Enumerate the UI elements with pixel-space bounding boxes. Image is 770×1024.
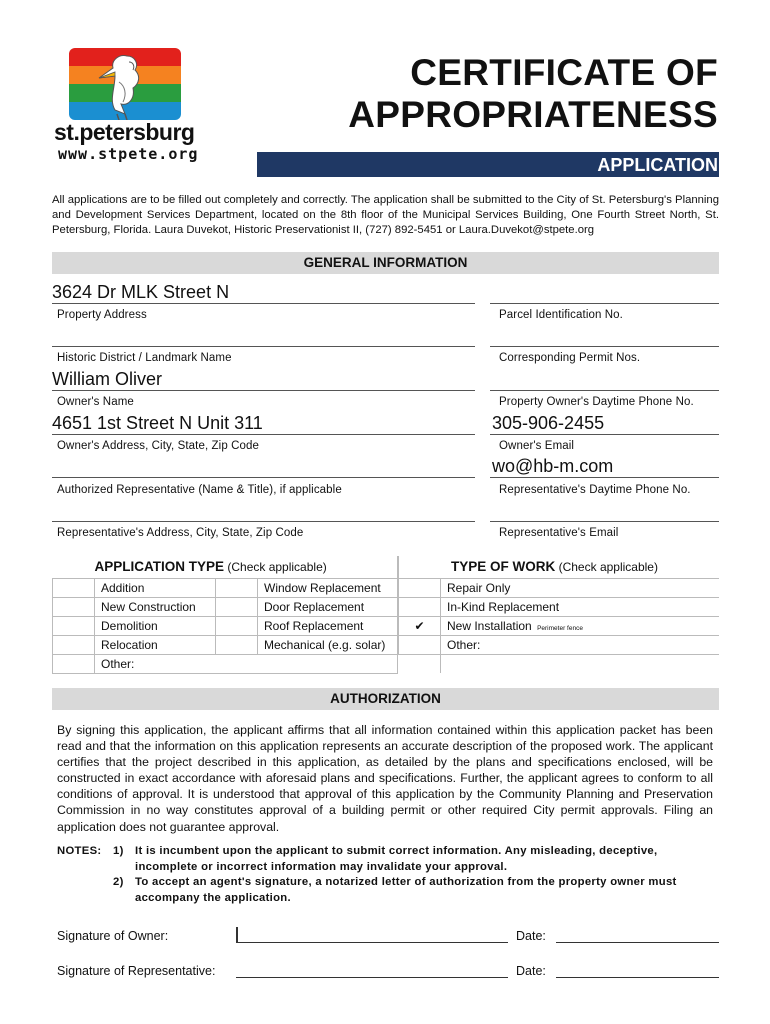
- type-of-work-heading: TYPE OF WORK: [451, 559, 556, 575]
- historic-district-line[interactable]: [52, 346, 475, 347]
- owner-date-field[interactable]: [556, 942, 719, 943]
- app-type-checkbox[interactable]: [216, 616, 258, 635]
- rep-phone-line[interactable]: [490, 521, 719, 522]
- parcel-id-line[interactable]: [490, 303, 719, 304]
- work-checkbox[interactable]: [399, 635, 441, 654]
- owner-phone-value-line: [490, 434, 719, 435]
- authorization-heading: AUTHORIZATION: [52, 688, 719, 710]
- app-type-checkbox[interactable]: [216, 578, 258, 597]
- rep-address-line[interactable]: [52, 521, 475, 522]
- note-2: [57, 875, 713, 906]
- rep-signature-field[interactable]: [236, 977, 508, 978]
- application-type-header: [53, 556, 398, 578]
- app-type-option: Roof Replacement: [258, 616, 398, 635]
- app-type-option: Door Replacement: [258, 597, 398, 616]
- app-type-checkbox[interactable]: [53, 616, 95, 635]
- notes-label: NOTES:: [57, 845, 102, 857]
- app-type-option: Addition: [95, 578, 216, 597]
- rep-signature-label: Signature of Representative:: [57, 964, 216, 978]
- property-address-line: [52, 303, 475, 304]
- rep-phone-label: Representative's Daytime Phone No.: [499, 484, 691, 496]
- application-type-heading: APPLICATION TYPE: [94, 559, 225, 575]
- owner-phone-label: Property Owner's Daytime Phone No.: [499, 396, 694, 408]
- owner-signature-label: Signature of Owner:: [57, 929, 169, 943]
- rep-date-label: Date:: [516, 964, 546, 978]
- logo-url: www.stpete.org: [58, 145, 199, 163]
- owner-name-label: Owner's Name: [57, 396, 134, 408]
- application-type-sub: (Check applicable): [227, 560, 327, 575]
- app-type-option: New Construction: [95, 597, 216, 616]
- work-checkbox-checked[interactable]: ✔: [399, 616, 441, 635]
- note-1-number: 1): [113, 845, 124, 857]
- rep-name-line[interactable]: [52, 477, 475, 478]
- owner-signature-field[interactable]: [236, 927, 508, 943]
- note-2-text: To accept an agent's signature, a notarized letter of authorization from the property owner must accompany the application.: [135, 876, 677, 904]
- app-type-checkbox[interactable]: [216, 635, 258, 654]
- app-type-other: Other:: [95, 654, 398, 673]
- rep-date-field[interactable]: [556, 977, 719, 978]
- app-type-option: Window Replacement: [258, 578, 398, 597]
- parcel-id-label: Parcel Identification No.: [499, 309, 623, 321]
- work-option: [441, 578, 720, 597]
- app-type-checkbox[interactable]: [53, 635, 95, 654]
- rep-email-label: Representative's Email: [499, 527, 619, 539]
- property-address-label: Property Address: [57, 309, 147, 321]
- owner-date-label: Date:: [516, 929, 546, 943]
- app-type-option: Relocation: [95, 635, 216, 654]
- permit-nos-label: Corresponding Permit Nos.: [499, 352, 641, 364]
- app-type-option: Mechanical (e.g. solar): [258, 635, 398, 654]
- work-option: [441, 635, 720, 654]
- permit-nos-line[interactable]: [490, 346, 719, 347]
- general-info-heading: GENERAL INFORMATION: [52, 252, 719, 274]
- work-option-label: In-Kind Replacement: [447, 599, 560, 614]
- type-of-work-sub: (Check applicable): [558, 560, 658, 575]
- page-title: [278, 52, 718, 136]
- property-address-value[interactable]: 3624 Dr MLK Street N: [52, 282, 230, 302]
- app-type-option: Demolition: [95, 616, 216, 635]
- work-option-label: Repair Only: [447, 580, 511, 595]
- owner-address-value[interactable]: 4651 1st Street N Unit 311: [52, 413, 263, 433]
- owner-phone-value[interactable]: 305-906-2455: [492, 413, 605, 433]
- owner-phone-line[interactable]: [490, 390, 719, 391]
- application-type-table: [52, 556, 398, 674]
- notes-block: [57, 844, 713, 906]
- pelican-icon: [69, 48, 181, 120]
- owner-email-line: [490, 477, 719, 478]
- owner-address-label: Owner's Address, City, State, Zip Code: [57, 440, 260, 452]
- rep-address-label: Representative's Address, City, State, Zip Code: [57, 527, 304, 539]
- work-option: [441, 616, 720, 635]
- title-line-2: APPROPRIATENESS: [348, 94, 718, 135]
- note-1-text: It is incumbent upon the applicant to submit correct information. Any misleading, deceptive, incomplete or incorrect information may invalidate your approval.: [135, 845, 658, 873]
- owner-email-label: Owner's Email: [499, 440, 575, 452]
- app-type-checkbox[interactable]: [53, 578, 95, 597]
- work-option-note: Perimeter fence: [537, 624, 583, 632]
- owner-name-line: [52, 390, 475, 391]
- work-option-label: New Installation: [447, 618, 532, 633]
- work-option-label: Other:: [447, 637, 481, 652]
- historic-district-label: Historic District / Landmark Name: [57, 352, 232, 364]
- work-checkbox[interactable]: [399, 597, 441, 616]
- authorization-text: By signing this application, the applicant affirms that all information contained within this application packet has been read and that the information on this application represents an accurate description of the proposed work. The applicant certifies that the project described in this application, as detailed by the plans and specifications enclosed, will be constructed in exact accordance with aforesaid plans and specifications. Further, the applicant agrees to conform to all conditions of approval. It is understood that approval of this application by the Community Planning and Preservation Commission in no way constitutes approval of a building permit or other required City permit approvals. Filing an application does not guarantee approval.: [57, 723, 713, 834]
- title-line-1: CERTIFICATE OF: [410, 52, 718, 93]
- app-type-checkbox[interactable]: [53, 597, 95, 616]
- app-type-checkbox[interactable]: [216, 597, 258, 616]
- rep-name-label: Authorized Representative (Name & Title), if applicable: [57, 484, 342, 496]
- work-checkbox[interactable]: [399, 578, 441, 597]
- intro-paragraph: All applications are to be filled out completely and correctly. The application shall be submitted to the City of St. Petersburg's Planning and Development Services Department, located on the 8th floor of the Municipal Services Building, One Fourth Street North, St. Petersburg, Florida. Laura Duvekot, Historic Preservationist II, (727) 892-5451 or Laura.Duvekot@stpete.org: [52, 194, 719, 236]
- owner-name-value[interactable]: William Oliver: [52, 369, 162, 389]
- work-option: [441, 597, 720, 616]
- app-type-checkbox[interactable]: [53, 654, 95, 673]
- note-2-number: 2): [113, 876, 124, 888]
- owner-address-line: [52, 434, 475, 435]
- city-logo: [69, 48, 181, 120]
- type-of-work-header: [399, 556, 720, 578]
- application-label: APPLICATION: [597, 155, 718, 175]
- logo-name: st.petersburg: [54, 119, 195, 145]
- owner-email-value[interactable]: wo@hb-m.com: [492, 456, 614, 476]
- note-1: [57, 844, 713, 875]
- type-of-work-table: [398, 556, 719, 673]
